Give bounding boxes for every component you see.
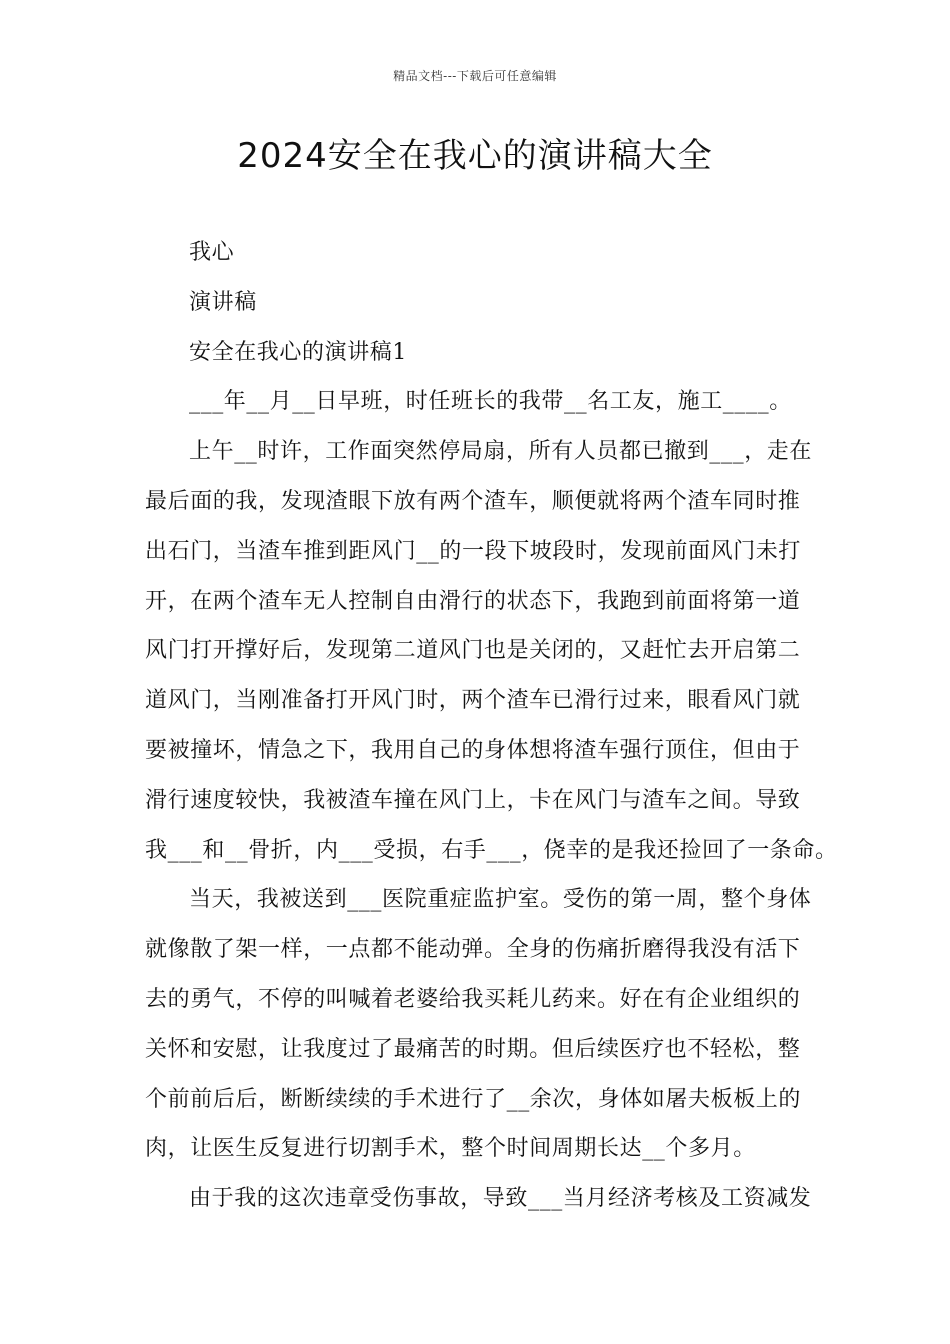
document-body	[145, 228, 838, 1224]
paragraph-line: 要被撞坏，情急之下，我用自己的身体想将渣车强行顶住，但由于	[145, 737, 801, 763]
paragraph-line: 由于我的这次违章受伤事故，导致___当月经济考核及工资减发	[189, 1186, 812, 1212]
paragraph-line: 风门打开撑好后，发现第二道风门也是关闭的，又赶忙去开启第二	[145, 638, 801, 664]
paragraph-line: 最后面的我，发现渣眼下放有两个渣车，顺便就将两个渣车同时推	[145, 488, 801, 514]
paragraph-line: 滑行速度较快，我被渣车撞在风门上，卡在风门与渣车之间。导致	[145, 787, 801, 813]
page-header: 精品文档---下载后可任意编辑	[393, 69, 557, 83]
section-heading: 安全在我心的演讲稿1	[189, 339, 407, 365]
paragraph-line: 去的勇气，不停的叫喊着老婆给我买耗儿药来。好在有企业组织的	[145, 986, 801, 1012]
paragraph-line: 道风门，当刚准备打开风门时，两个渣车已滑行过来，眼看风门就	[145, 688, 801, 714]
paragraph-line: 上午__时许，工作面突然停局扇，所有人员都已撤到___，走在	[189, 439, 813, 465]
text-line: 演讲稿	[189, 289, 257, 315]
paragraph-line: 当天，我被送到___医院重症监护室。受伤的第一周，整个身体	[189, 887, 812, 913]
text-line: 我心	[189, 240, 235, 265]
paragraph-line: ___年__月__日早班，时任班长的我带__名工友，施工____。	[189, 389, 792, 415]
paragraph-line: 个前前后后，断断续续的手术进行了__余次，身体如屠夫板板上的	[145, 1086, 802, 1112]
paragraph-line: 关怀和安慰，让我度过了最痛苦的时期。但后续医疗也不轻松，整	[145, 1036, 801, 1062]
paragraph-line: 就像散了架一样，一点都不能动弹。全身的伤痛折磨得我没有活下	[145, 937, 801, 963]
paragraph-line: 开，在两个渣车无人控制自由滑行的状态下，我跑到前面将第一道	[145, 588, 801, 614]
paragraph-line: 肉，让医生反复进行切割手术，整个时间周期长达__个多月。	[145, 1136, 756, 1162]
paragraph-line: 出石门，当渣车推到距风门__的一段下坡段时，发现前面风门未打	[145, 538, 802, 564]
paragraph-line: 我___和__骨折，内___受损，右手___，侥幸的是我还捡回了一条命。	[145, 837, 838, 863]
document-title: 2024安全在我心的演讲稿大全	[237, 136, 713, 176]
